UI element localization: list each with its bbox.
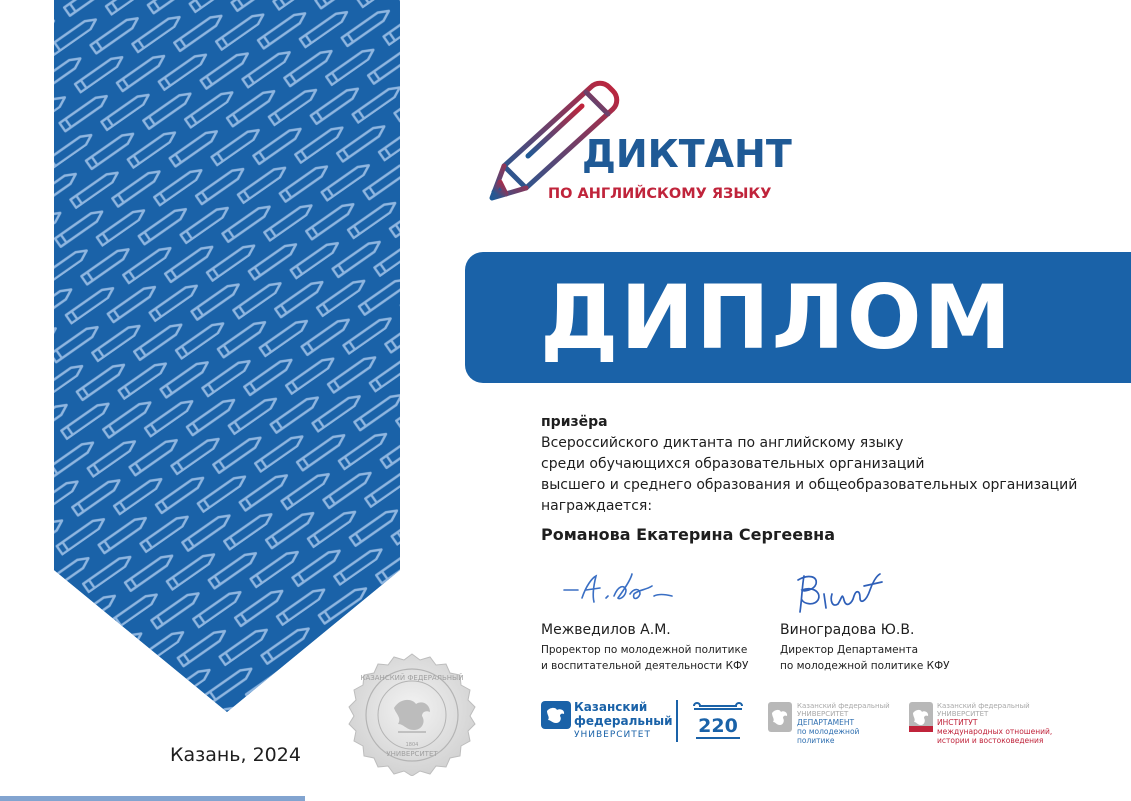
signatory-1-role <box>541 642 748 674</box>
kfu-name <box>574 700 673 742</box>
logo-subtitle: ПО АНГЛИЙСКОМУ ЯЗЫКУ <box>548 186 772 202</box>
university-seal <box>346 652 478 776</box>
winner-name: Романова Екатерина Сергеевна <box>541 525 836 544</box>
department-line-1: ДЕПАРТАМЕНТ <box>797 718 855 727</box>
department-line-3: политике <box>797 736 835 745</box>
signature-1 <box>560 568 690 618</box>
seal-year: 1804 <box>405 742 419 748</box>
department-small-1: Казанский федеральный <box>797 702 890 710</box>
logo-title: ДИКТАНТ <box>582 132 792 176</box>
city-year: Казань, 2024 <box>170 744 301 766</box>
bottom-strip <box>0 796 305 801</box>
award-line-3: среди обучающихся образовательных организаций <box>541 456 925 472</box>
pencil-pattern-ribbon <box>54 0 400 712</box>
signatory-2-role-line-2: по молодежной политике КФУ <box>780 660 950 672</box>
department-name <box>797 702 890 745</box>
signatory-1-role-line-2: и воспитательной деятельности КФУ <box>541 660 749 672</box>
kfu-logo-icon <box>541 701 571 729</box>
kfu-line-1: Казанский <box>574 700 648 714</box>
seal-top-text: КАЗАНСКИЙ ФЕДЕРАЛЬНЫЙ <box>360 674 464 682</box>
institute-line-1: ИНСТИТУТ <box>937 718 978 727</box>
department-small-2: УНИВЕРСИТЕТ <box>797 710 849 718</box>
seal-bottom-text: УНИВЕРСИТЕТ <box>386 750 438 758</box>
emblem-number: 220 <box>698 715 738 737</box>
signature-2 <box>794 568 884 618</box>
kfu-gray-logo-icon <box>909 702 933 732</box>
institute-name <box>937 702 1052 745</box>
award-line-2: Всероссийского диктанта по английскому языку <box>541 435 904 451</box>
institute-small-1: Казанский федеральный <box>937 702 1030 710</box>
kfu-gray-logo-icon <box>768 702 792 732</box>
signatory-2-role <box>780 642 950 674</box>
signatory-2-name: Виноградова Ю.В. <box>780 622 915 638</box>
institute-line-3: истории и востоковедения <box>937 736 1044 745</box>
institute-small-2: УНИВЕРСИТЕТ <box>937 710 989 718</box>
award-line-4: высшего и среднего образования и общеобразовательных организаций <box>541 477 1078 493</box>
award-line-1: призёра <box>541 414 608 430</box>
award-text <box>541 412 1077 517</box>
signatory-1-role-line-1: Проректор по молодежной политике <box>541 644 748 656</box>
institute-line-2: международных отношений, <box>937 727 1053 736</box>
logo-divider <box>676 700 678 742</box>
signatory-2-role-line-1: Директор Департамента <box>780 644 919 656</box>
kfu-line-2: федеральный <box>574 714 673 728</box>
signatory-1-name: Межведилов А.М. <box>541 622 671 638</box>
emblem-220-icon <box>690 700 746 742</box>
award-line-5: награждается: <box>541 498 653 514</box>
kfu-line-3: УНИВЕРСИТЕТ <box>574 730 651 740</box>
department-line-2: по молодежной <box>797 727 860 736</box>
diploma-title: ДИПЛОМ <box>540 266 1014 369</box>
